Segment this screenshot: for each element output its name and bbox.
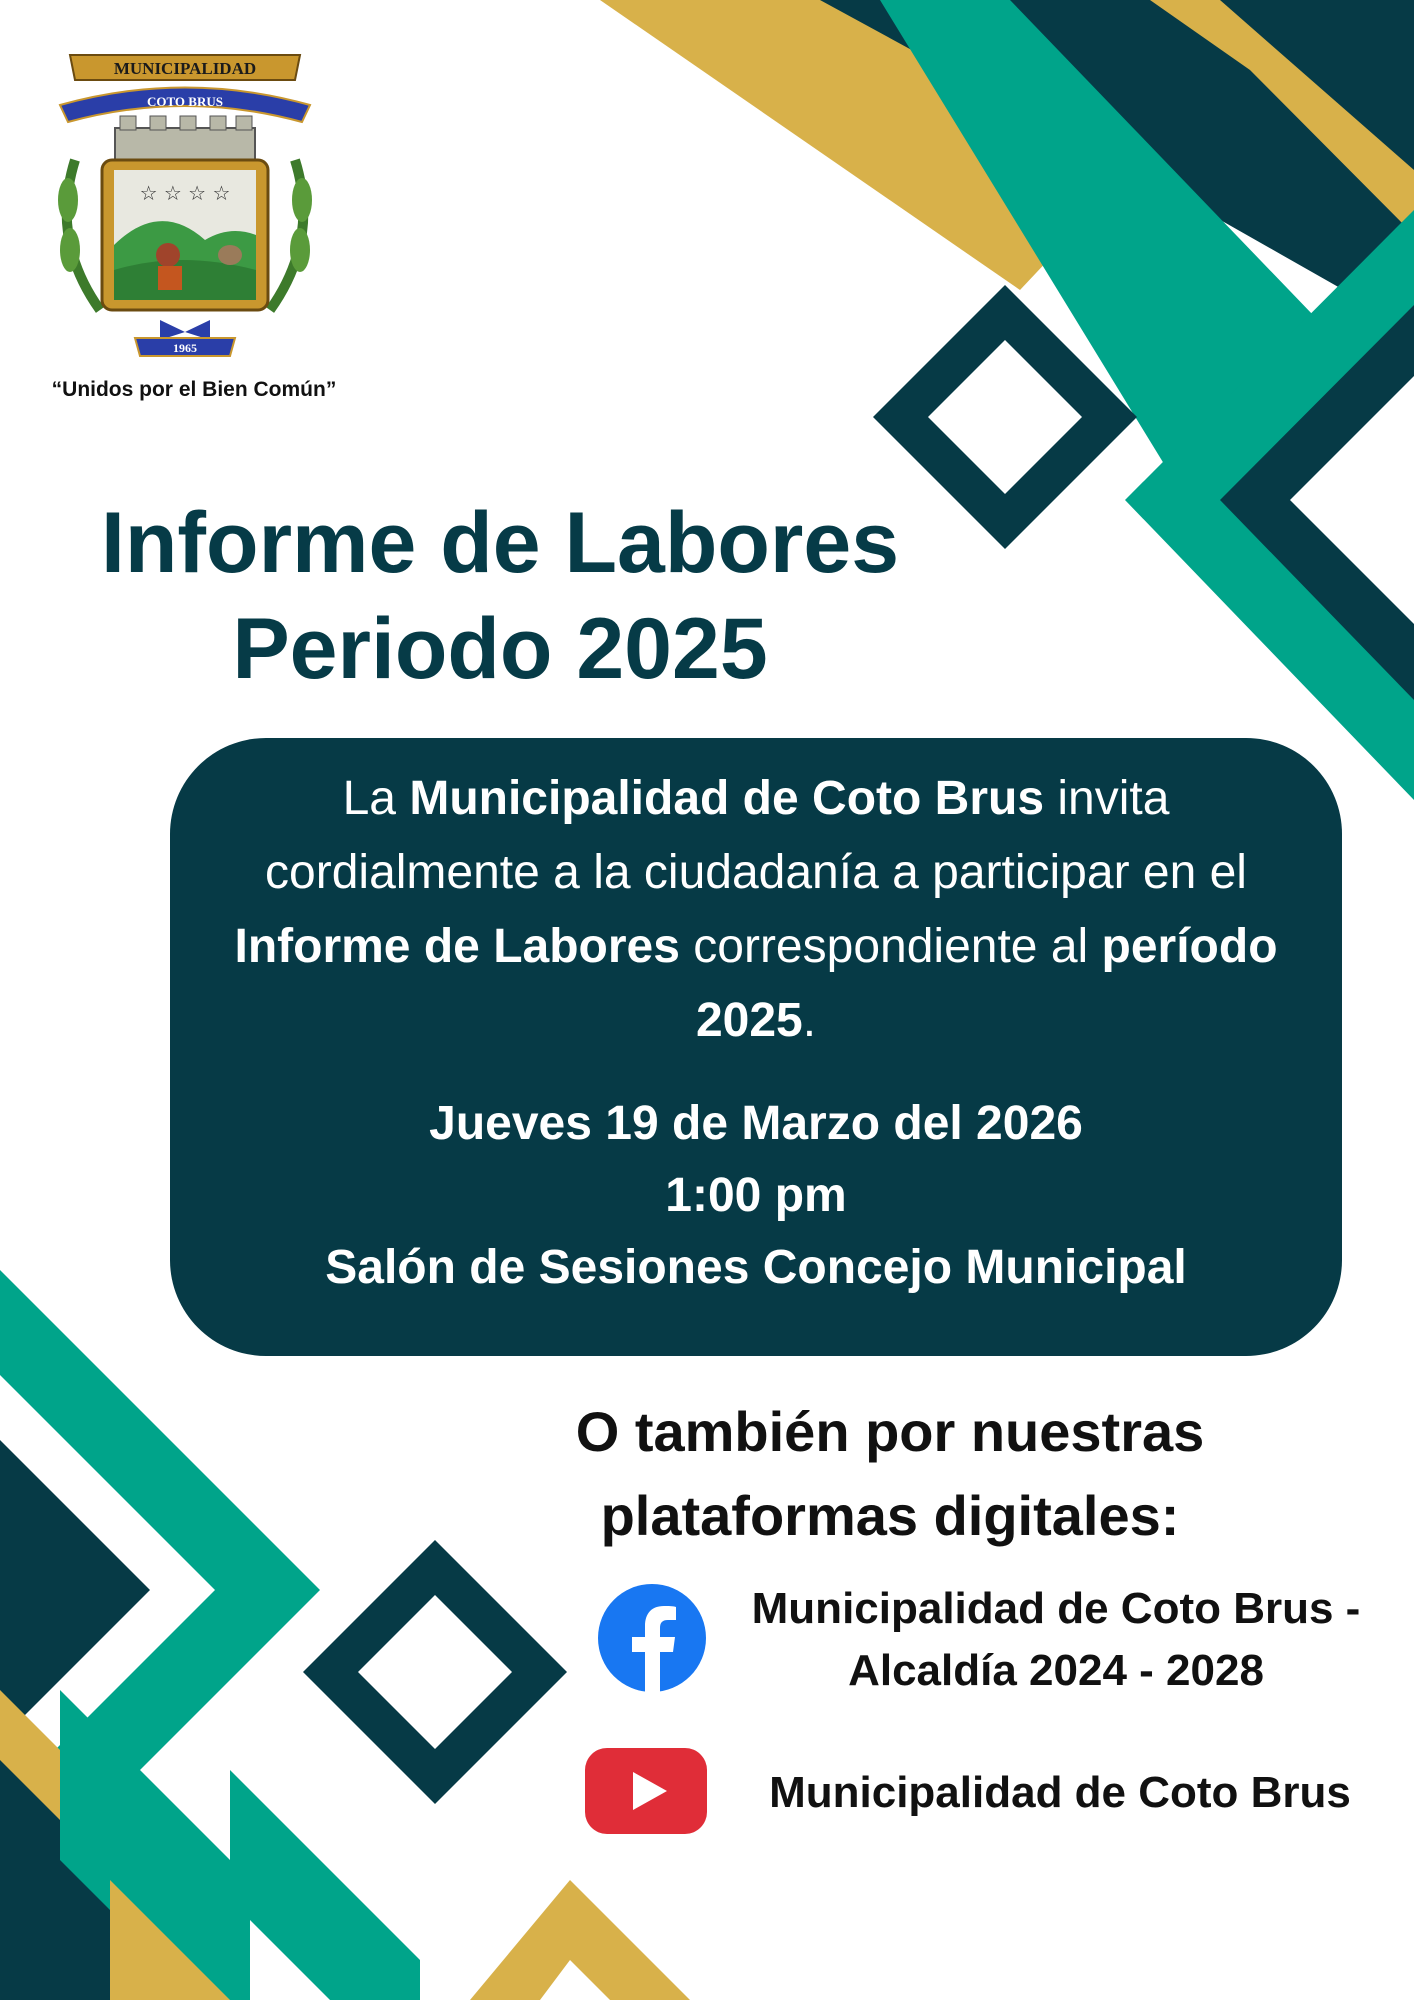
svg-text:☆ ☆ ☆ ☆: ☆ ☆ ☆ ☆ [139, 181, 231, 205]
title-line-2: Periodo 2025 [232, 601, 768, 697]
invitation-box [170, 738, 1342, 1356]
facebook-page-name[interactable] [726, 1578, 1386, 1702]
motto: “Unidos por el Bien Común” [51, 378, 337, 401]
facebook-line-2: Alcaldía 2024 - 2028 [848, 1646, 1264, 1695]
event-details [190, 1088, 1322, 1304]
crest-ribbon-text: COTO BRUS [147, 94, 223, 109]
event-time: 1:00 pm [665, 1169, 847, 1222]
facebook-platform[interactable] [598, 1578, 1398, 1698]
crest-year-text: 1965 [173, 341, 197, 355]
crest-name-text: MUNICIPALIDAD [113, 59, 257, 78]
page-title [0, 490, 1000, 702]
facebook-icon[interactable] [598, 1584, 706, 1692]
invitation-bold-organizer: Municipalidad de Coto Brus [409, 772, 1045, 825]
invitation-bold-event: Informe de Labores [234, 920, 680, 973]
invitation-text-part: . [802, 994, 817, 1047]
invitation-text-part: invita cordialmente a la ciudadanía a participar en el [265, 772, 1247, 899]
platforms-heading-line-2: plataformas digitales: [600, 1484, 1180, 1547]
invitation-text-part: correspondiente al [679, 920, 1102, 973]
title-line-1: Informe de Labores [100, 495, 900, 591]
invitation-bold-period: período 2025 [695, 920, 1278, 1047]
municipality-crest-logo [40, 40, 330, 360]
event-place: Salón de Sesiones Concejo Municipal [325, 1241, 1187, 1294]
invitation-text-part: La [342, 772, 410, 825]
facebook-line-1: Municipalidad de Coto Brus - [751, 1584, 1361, 1633]
youtube-channel-name[interactable]: Municipalidad de Coto Brus [769, 1768, 1351, 1817]
platforms-heading-line-1: O también por nuestras [575, 1400, 1205, 1463]
youtube-platform[interactable] [585, 1748, 1385, 1838]
event-date: Jueves 19 de Marzo del 2026 [429, 1097, 1083, 1150]
invitation-text [230, 762, 1282, 1058]
platforms-heading [520, 1390, 1260, 1558]
youtube-icon[interactable] [585, 1748, 707, 1834]
